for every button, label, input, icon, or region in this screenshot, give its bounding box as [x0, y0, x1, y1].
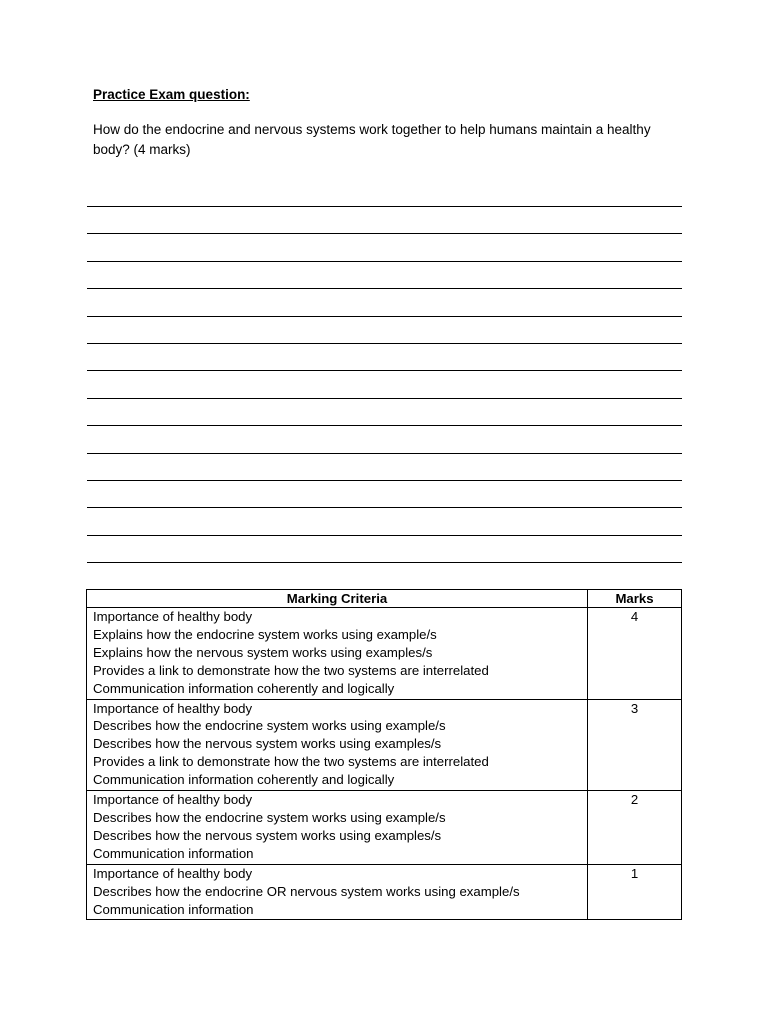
answer-line: [87, 343, 682, 344]
answer-line: [87, 233, 682, 234]
criteria-item: Describes how the endocrine OR nervous system works using example/s: [93, 883, 520, 899]
marks-cell: 2: [588, 791, 682, 865]
criteria-item: Communication information coherently and logically: [93, 680, 395, 696]
table-row: [87, 864, 682, 920]
answer-line: [87, 562, 682, 563]
answer-lines: [87, 206, 682, 589]
criteria-item: Describes how the nervous system works using examples/s: [93, 827, 442, 843]
criteria-item: Communication information coherently and logically: [93, 772, 395, 788]
criteria-item: Importance of healthy body: [93, 865, 253, 881]
criteria-item: Provides a link to demonstrate how the two systems are interrelated: [93, 754, 489, 770]
criteria-item: Communication information: [93, 845, 254, 861]
marks-cell: 4: [588, 608, 682, 700]
answer-line: [87, 425, 682, 426]
criteria-cell: [87, 699, 588, 791]
marks-cell: 3: [588, 699, 682, 791]
answer-line: [87, 316, 682, 317]
criteria-cell: [87, 864, 588, 920]
answer-line: [87, 370, 682, 371]
table-row: [87, 791, 682, 865]
answer-line: [87, 261, 682, 262]
answer-line: [87, 480, 682, 481]
criteria-item: Importance of healthy body: [93, 792, 253, 808]
table-header-row: [87, 590, 682, 608]
answer-line: [87, 398, 682, 399]
criteria-item: Importance of healthy body: [93, 700, 253, 716]
marks-cell: 1: [588, 864, 682, 920]
page-heading: Practice Exam question:: [93, 87, 250, 102]
criteria-item: Explains how the endocrine system works using example/s: [93, 626, 437, 642]
answer-line: [87, 288, 682, 289]
criteria-item: Provides a link to demonstrate how the two systems are interrelated: [93, 662, 489, 678]
header-marking-criteria: Marking Criteria: [87, 590, 588, 608]
answer-line: [87, 535, 682, 536]
criteria-cell: [87, 608, 588, 700]
table-row: [87, 699, 682, 791]
table-row: [87, 608, 682, 700]
criteria-item: Communication information: [93, 901, 254, 917]
answer-line: [87, 507, 682, 508]
answer-line: [87, 453, 682, 454]
criteria-item: Importance of healthy body: [93, 609, 253, 624]
marking-criteria-table: [86, 589, 682, 920]
criteria-item: Describes how the nervous system works using examples/s: [93, 736, 442, 752]
answer-line: [87, 206, 682, 207]
criteria-item: Describes how the endocrine system works using example/s: [93, 718, 446, 734]
criteria-cell: [87, 791, 588, 865]
criteria-item: Explains how the nervous system works using examples/s: [93, 644, 433, 660]
header-marks: Marks: [588, 590, 682, 608]
criteria-item: Describes how the endocrine system works using example/s: [93, 809, 446, 825]
exam-question: How do the endocrine and nervous systems work together to help humans maintain a healthy body? (4 marks): [93, 122, 651, 157]
